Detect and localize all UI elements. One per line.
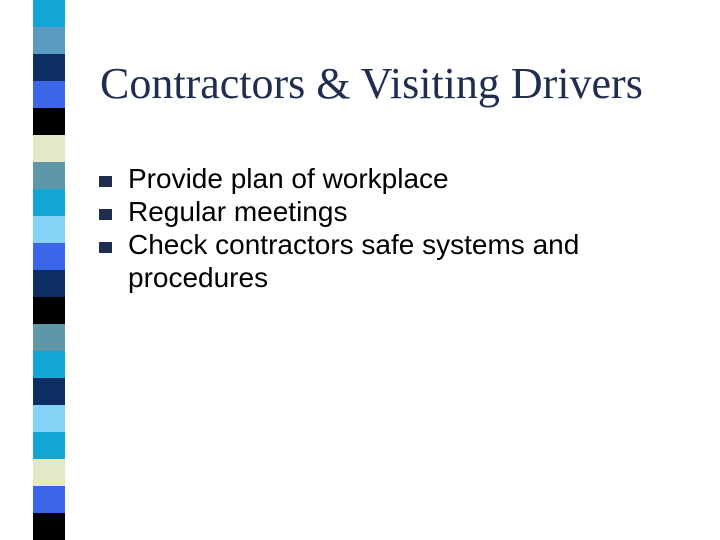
stripe-block xyxy=(33,486,65,513)
bullet-text: Provide plan of workplace xyxy=(128,163,449,194)
square-bullet-icon xyxy=(99,242,112,253)
stripe-block xyxy=(33,0,65,27)
stripe-block xyxy=(33,54,65,81)
stripe-block xyxy=(33,459,65,486)
bullet-text: Regular meetings xyxy=(128,196,348,227)
stripe-block xyxy=(33,216,65,243)
stripe-block xyxy=(33,297,65,324)
square-bullet-icon xyxy=(99,176,112,187)
stripe-block xyxy=(33,351,65,378)
stripe-block xyxy=(33,135,65,162)
stripe-block xyxy=(33,324,65,351)
stripe-block xyxy=(33,432,65,459)
stripe-block xyxy=(33,513,65,540)
stripe-block xyxy=(33,162,65,189)
slide-title: Contractors & Visiting Drivers xyxy=(100,59,643,108)
bullet-item xyxy=(96,228,696,294)
stripe-block xyxy=(33,405,65,432)
stripe-block xyxy=(33,270,65,297)
bullet-item xyxy=(96,162,696,195)
bullet-list xyxy=(96,162,696,294)
bullet-item xyxy=(96,195,696,228)
stripe-block xyxy=(33,189,65,216)
decorative-color-stripe xyxy=(33,0,65,540)
stripe-block xyxy=(33,81,65,108)
stripe-block xyxy=(33,243,65,270)
stripe-block xyxy=(33,108,65,135)
stripe-block xyxy=(33,27,65,54)
bullet-text: Check contractors safe systems and procedures xyxy=(128,229,580,293)
stripe-block xyxy=(33,378,65,405)
square-bullet-icon xyxy=(99,209,112,220)
